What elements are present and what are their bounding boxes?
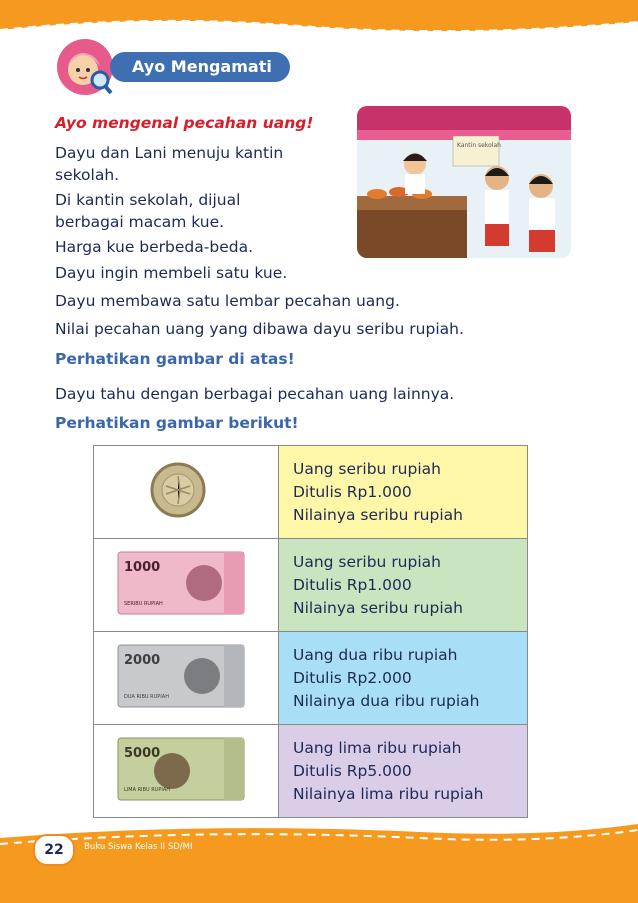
page-number: 22 xyxy=(33,834,75,866)
banknote-5000-image xyxy=(94,725,278,813)
intro-line: sekolah. xyxy=(55,166,120,184)
canteen-sign-text: Kantin sekolah xyxy=(457,142,501,149)
table-row xyxy=(94,539,528,632)
intro-line: Dayu tahu dengan berbagai pecahan uang lainnya. xyxy=(55,385,455,403)
description-line: Nilainya dua ribu rupiah xyxy=(293,691,480,710)
description-line: Ditulis Rp1.000 xyxy=(293,575,412,594)
intro-line: Dayu membawa satu lembar pecahan uang. xyxy=(55,292,400,310)
note-value: 5000 xyxy=(124,746,161,761)
book-title: Buku Siswa Kelas II SD/MI xyxy=(84,842,193,852)
top-decorative-band xyxy=(0,0,638,40)
description-cell xyxy=(279,632,528,725)
table-row xyxy=(94,446,528,539)
banknote-cell xyxy=(94,539,279,632)
intro-line: Dayu dan Lani menuju kantin xyxy=(55,144,284,162)
girl-magnifier-icon xyxy=(56,38,114,96)
canteen-illustration xyxy=(357,106,571,258)
table-row xyxy=(94,725,528,818)
description-line: Nilainya seribu rupiah xyxy=(293,598,463,617)
intro-heading: Ayo mengenal pecahan uang! xyxy=(55,114,314,132)
description-line: Uang seribu rupiah xyxy=(293,459,441,478)
section-title: Ayo Mengamati xyxy=(110,52,290,82)
banknote-1000-image xyxy=(94,539,278,627)
description-line: Nilainya seribu rupiah xyxy=(293,505,463,524)
note-name: DUA RIBU RUPIAH xyxy=(124,694,169,700)
description-line: Ditulis Rp2.000 xyxy=(293,668,412,687)
description-line: Ditulis Rp5.000 xyxy=(293,761,412,780)
description-line: Nilainya lima ribu rupiah xyxy=(293,784,484,803)
note-name: SERIBU RUPIAH xyxy=(124,601,163,607)
money-table xyxy=(93,445,528,818)
instruction-text: Perhatikan gambar berikut! xyxy=(55,414,299,432)
description-cell xyxy=(279,725,528,818)
description-cell xyxy=(279,446,528,539)
instruction-text: Perhatikan gambar di atas! xyxy=(55,350,295,368)
intro-line: Harga kue berbeda-beda. xyxy=(55,238,253,256)
description-line: Uang seribu rupiah xyxy=(293,552,441,571)
banknote-2000-image xyxy=(94,632,278,720)
table-row xyxy=(94,632,528,725)
note-value: 2000 xyxy=(124,653,161,668)
description-line: Ditulis Rp1.000 xyxy=(293,482,412,501)
banknote-cell xyxy=(94,632,279,725)
note-name: LIMA RIBU RUPIAH xyxy=(124,787,171,793)
coin-cell xyxy=(94,446,279,539)
description-cell xyxy=(279,539,528,632)
bottom-decorative-band xyxy=(0,818,638,903)
description-line: Uang dua ribu rupiah xyxy=(293,645,458,664)
intro-line: Nilai pecahan uang yang dibawa dayu seribu rupiah. xyxy=(55,320,464,338)
intro-line: Dayu ingin membeli satu kue. xyxy=(55,264,288,282)
banknote-cell xyxy=(94,725,279,818)
intro-line: berbagai macam kue. xyxy=(55,213,225,231)
description-line: Uang lima ribu rupiah xyxy=(293,738,462,757)
coin-1000-image xyxy=(94,446,278,534)
intro-line: Di kantin sekolah, dijual xyxy=(55,191,241,209)
note-value: 1000 xyxy=(124,560,161,575)
